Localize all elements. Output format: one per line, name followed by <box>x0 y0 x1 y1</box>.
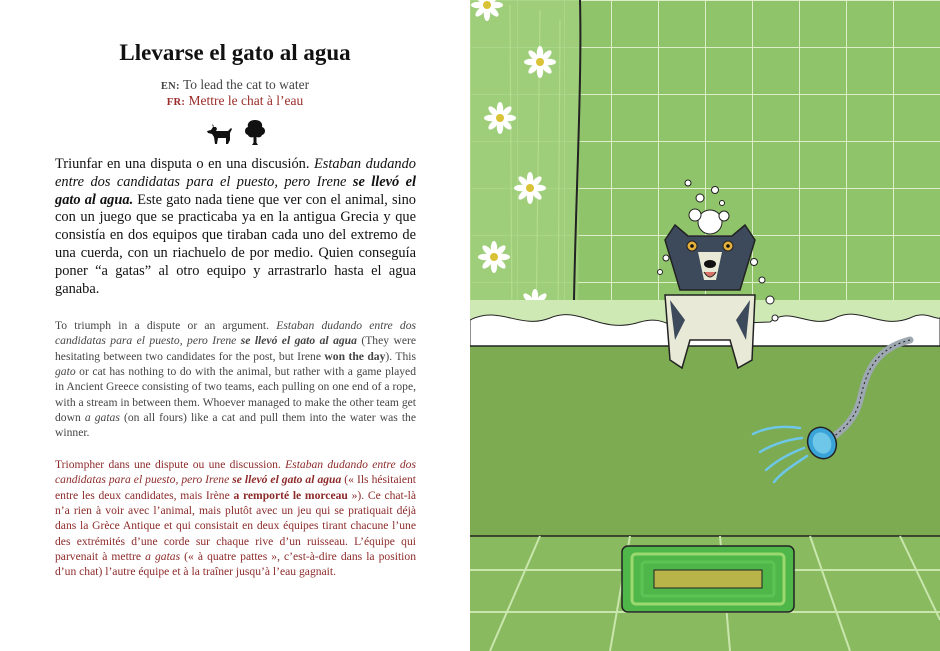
en-gato: gato <box>55 365 76 379</box>
es-example: Estaban dudando entre dos candidatas para el puesto, pero Irene <box>55 156 416 190</box>
es-explanation: Este gato nada tiene que ver con el animal, sino con un juego que se practicaba ya en la antigua Grecia y que consistía en dos equipos que tiraban cada uno del extremo de una cuerda, con un riachuelo de por medio. Quien conseguía poner “a gatas” al otro equipo y arrastrarlo hasta el agua ganaba. <box>55 191 416 297</box>
en-intro: To triumph in a dispute or an argument. <box>55 319 277 332</box>
english-title: To lead the cat to water <box>183 77 310 92</box>
fr-phrase-bold: a remporté le morceau <box>233 488 348 502</box>
french-paragraph <box>55 457 416 580</box>
en-text-1: (They were hesitating between two candidates for the post, but Irene <box>55 334 416 363</box>
fr-text-1: (« Ils hésitaient entre les deux candidates, mais Irène <box>55 473 416 502</box>
bath-mat <box>622 546 794 612</box>
dog-icon <box>207 124 232 144</box>
shower-curtain <box>470 0 580 340</box>
fr-text-2: »). Ce chat-là n’a rien à voir avec l’animal, mais plutôt avec un jeu qui se pratiquait déjà dans la Grèce Antique et qui consistait en deux équipes tirant chacune l’une des extrémités d’une corde sur chaque rive d’un ruisseau. L’équipe qui parvenait à mettre <box>55 488 416 564</box>
page-title: Llevarse el gato al agua <box>119 40 351 65</box>
en-text-3: or cat has nothing to do with the animal, but rather with a game played in Ancient Greece consisting of two teams, each pulling on one end of a rope, with a stream in between them. Whoever managed to make the other team get down <box>55 365 416 425</box>
en-example: Estaban dudando entre dos candidatas para el puesto, pero Irene <box>55 319 416 348</box>
category-icons <box>204 118 268 146</box>
fr-example-bold: se llevó el gato al agua <box>232 473 342 487</box>
french-code: FR: <box>166 97 186 108</box>
tree-icon <box>245 120 265 145</box>
en-a-gatas: a gatas <box>84 411 120 425</box>
bathtub-illustration <box>470 0 940 651</box>
fr-text-3: (« à quatre pattes », c’est-à-dire dans la position d’un chat) l’autre équipe et à la traîner jusqu’à l’eau gagnait. <box>55 550 416 579</box>
english-translation <box>0 77 470 93</box>
fr-intro: Triompher dans une dispute ou une discussion. <box>55 458 286 471</box>
es-example-bold: se llevó el gato al agua. <box>55 173 416 208</box>
illustration-page <box>470 0 940 651</box>
english-paragraph <box>55 318 416 441</box>
fr-a-gatas: a gatas <box>145 550 181 564</box>
en-phrase-bold: won the day <box>324 349 386 363</box>
french-translation <box>0 93 470 109</box>
english-code: EN: <box>160 81 180 92</box>
french-title: Mettre le chat à l’eau <box>188 93 304 108</box>
en-example-bold: se llevó el gato al agua <box>240 334 357 348</box>
es-intro: Triunfar en una disputa o en una discusión. <box>55 156 314 172</box>
en-text-4: (on all fours) like a cat and pull them into the water was the winner. <box>55 411 416 440</box>
en-text-2: ). This <box>385 349 416 363</box>
spanish-paragraph <box>55 156 416 298</box>
fr-example: Estaban dudando entre dos candidatas para el puesto, pero Irene <box>55 458 416 487</box>
